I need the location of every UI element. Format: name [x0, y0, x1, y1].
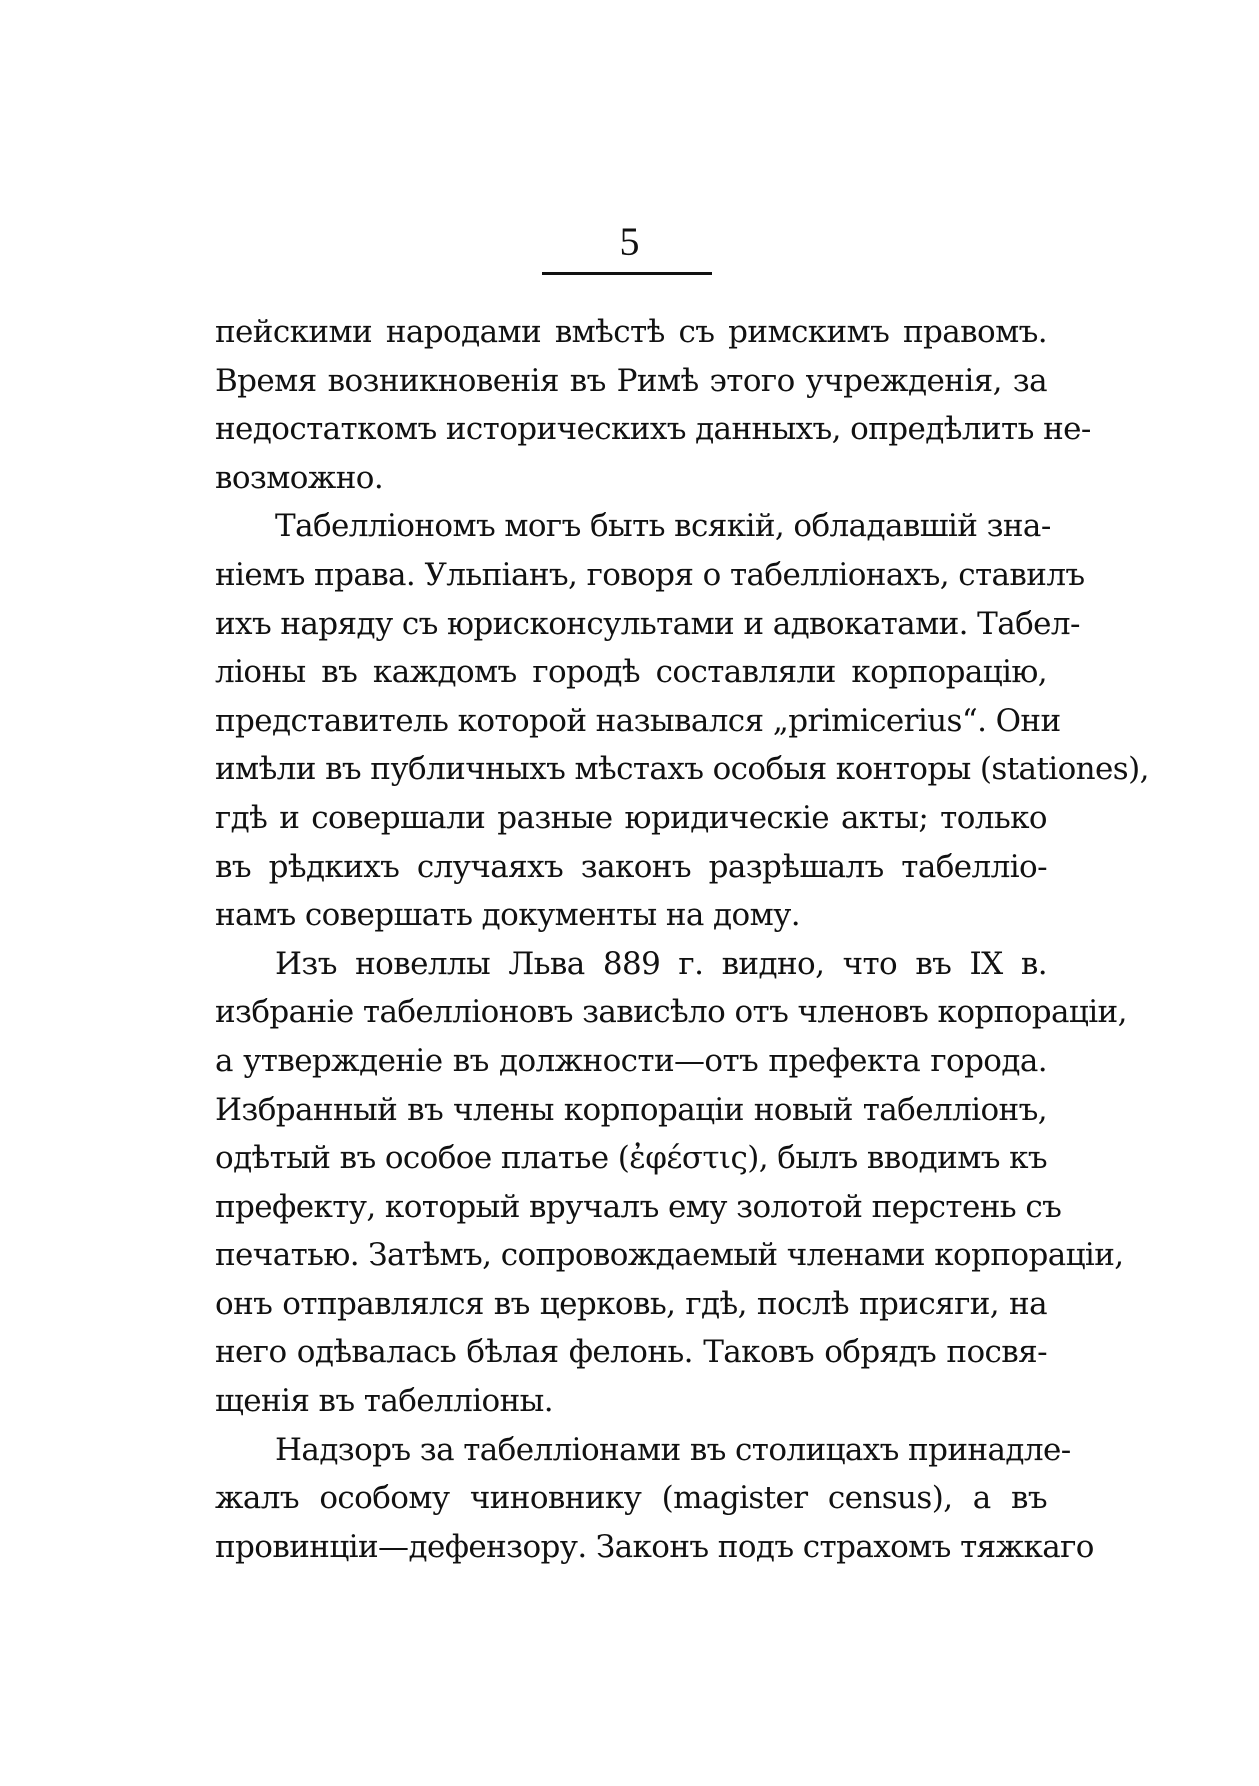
header-rule [542, 272, 712, 275]
text-line: въ рѣдкихъ случаяхъ законъ разрѣшалъ табелліо- [215, 848, 1047, 885]
text-line: а утвержденіе въ должности—отъ префекта города. [215, 1042, 1047, 1079]
paragraph [215, 940, 1127, 1426]
text-line: жалъ особому чиновнику (magister census), а въ [215, 1480, 1047, 1517]
text-line: ихъ наряду съ юрисконсультами и адвокатами. Табел- [215, 605, 1080, 642]
paragraph [215, 502, 1149, 939]
text-line: имѣли въ публичныхъ мѣстахъ особыя конторы (stationes), [215, 751, 1149, 788]
text-line: Табелліономъ могъ быть всякій, обладавшій зна- [275, 508, 1051, 545]
text-line: намъ совершать документы на дому. [215, 897, 801, 934]
page-number: 5 [619, 219, 640, 264]
text-line: Изъ новеллы Льва 889 г. видно, что въ IX в. [275, 945, 1047, 982]
text-line: Избранный въ члены корпораціи новый табелліонъ, [215, 1091, 1047, 1128]
text-line: возможно. [215, 459, 384, 496]
text-line: недостаткомъ историческихъ данныхъ, опредѣлить не- [215, 411, 1091, 448]
text-block [215, 308, 1149, 1571]
text-line: представитель которой назывался „primicerius“. Они [215, 702, 1061, 739]
text-line: Надзоръ за табелліонами въ столицахъ принадле- [275, 1431, 1071, 1468]
paragraph [215, 308, 1091, 502]
text-line: одѣтый въ особое платье (ἐφέστις), былъ вводимъ къ [215, 1140, 1047, 1177]
text-line: Время возникновенія въ Римѣ этого учрежденія, за [215, 362, 1047, 399]
paragraph [215, 1426, 1094, 1572]
text-line: печатью. Затѣмъ, сопровождаемый членами корпораціи, [215, 1237, 1124, 1274]
text-line: префекту, который вручалъ ему золотой перстень съ [215, 1188, 1062, 1225]
text-line: ніемъ права. Ульпіанъ, говоря о табелліонахъ, ставилъ [215, 556, 1085, 593]
text-line: избраніе табелліоновъ зависѣло отъ членовъ корпораціи, [215, 994, 1127, 1031]
text-line: него одѣвалась бѣлая фелонь. Таковъ обрядъ посвя- [215, 1334, 1047, 1371]
text-line: провинціи—дефензору. Законъ подъ страхомъ тяжкаго [215, 1528, 1094, 1565]
text-line: ліоны въ каждомъ городѣ составляли корпорацію, [215, 654, 1047, 691]
text-line: пейскими народами вмѣстѣ съ римскимъ правомъ. [215, 314, 1047, 350]
text-line: гдѣ и совершали разные юридическіе акты; только [215, 799, 1047, 836]
text-line: щенія въ табелліоны. [215, 1383, 553, 1420]
text-line: онъ отправлялся въ церковь, гдѣ, послѣ присяги, на [215, 1285, 1047, 1322]
